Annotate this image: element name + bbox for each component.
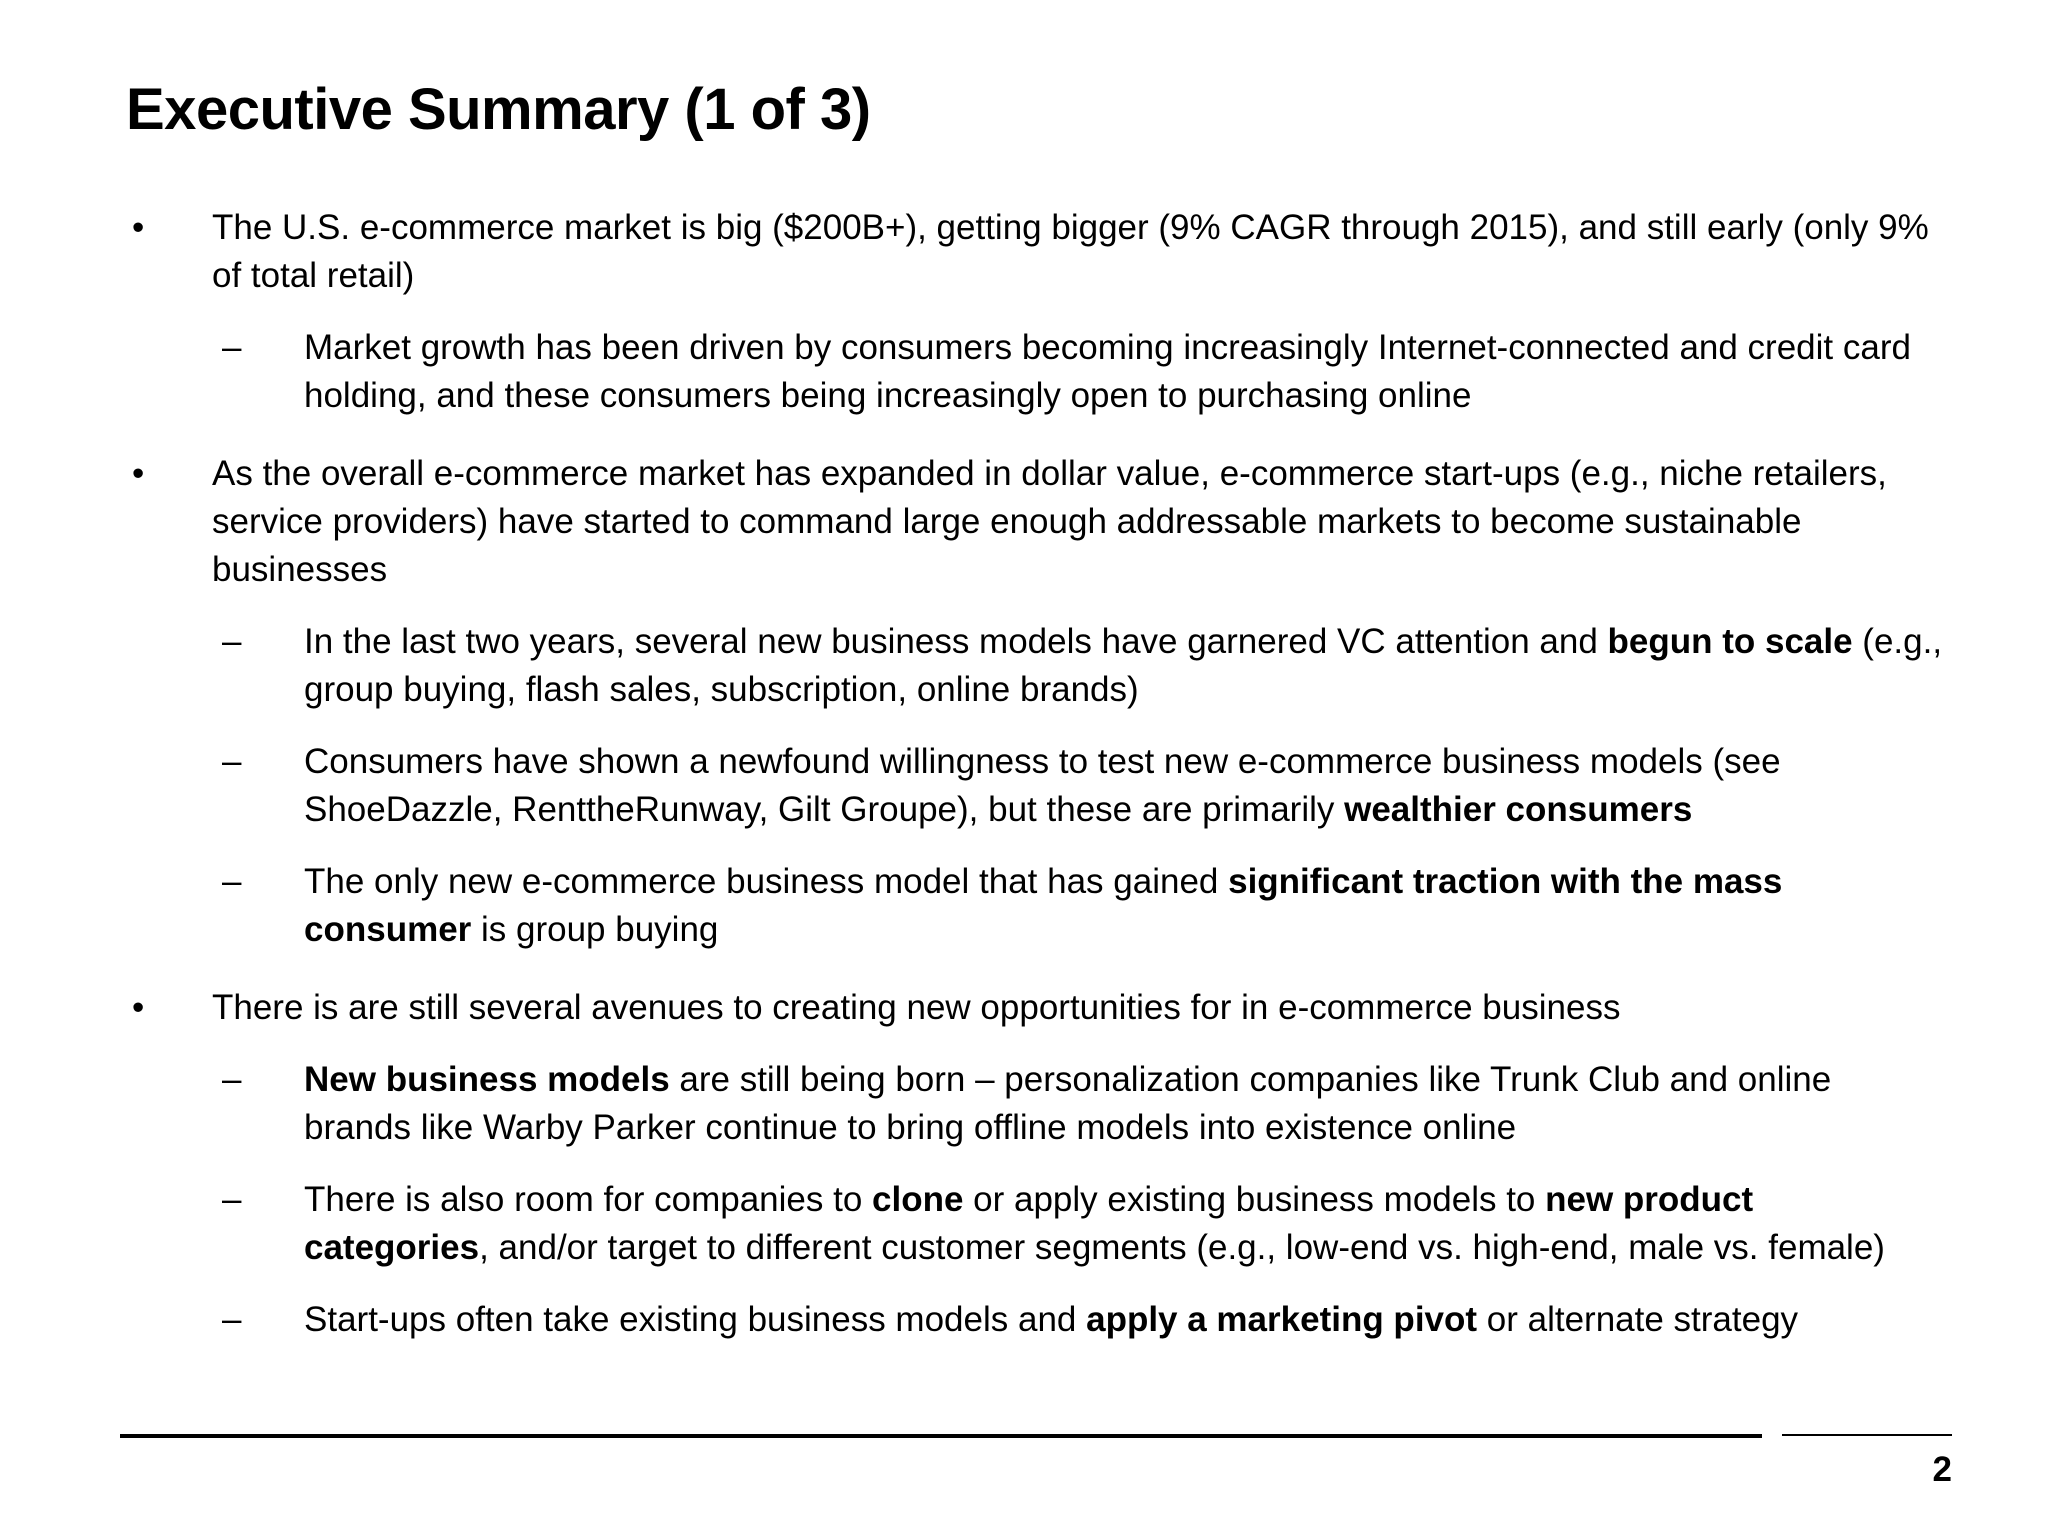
page-number: 2 <box>1932 1450 1952 1489</box>
dash-marker: – <box>222 862 242 901</box>
sub-bullet-business-models <box>126 1056 1946 1152</box>
sub-bullet-marketing-pivot <box>126 1296 1946 1344</box>
footer-rule-short <box>1782 1434 1952 1436</box>
bullet-marker: • <box>132 208 145 247</box>
bullet-opportunities <box>126 984 1946 1032</box>
sub-bullet-new-models <box>126 618 1946 714</box>
sub-bullet-text: There is also room for companies to clone or apply existing business models to new product categories, and/or target to different customer segments (e.g., low-end vs. high-end, male vs. female) <box>304 1180 1885 1267</box>
bullet-text: The U.S. e-commerce market is big ($200B+), getting bigger (9% CAGR through 2015), and still early (only 9% of total retail) <box>212 208 1929 295</box>
slide-title: Executive Summary (1 of 3) <box>126 77 871 142</box>
dash-marker: – <box>222 328 242 367</box>
bullet-marker: • <box>132 988 145 1027</box>
bullet-text: As the overall e-commerce market has expanded in dollar value, e-commerce start-ups (e.g., niche retailers, service providers) have started to command large enough addressable markets to become sustainable businesses <box>212 454 1887 589</box>
dash-marker: – <box>222 1060 242 1099</box>
bullet-market-size <box>126 204 1946 300</box>
dash-marker: – <box>222 622 242 661</box>
dash-marker: – <box>222 1300 242 1339</box>
sub-bullet-text: Market growth has been driven by consumers becoming increasingly Internet-connected and credit card holding, and these consumers being increasingly open to purchasing online <box>304 328 1911 415</box>
sub-bullet-text: New business models are still being born – personalization companies like Trunk Club and online brands like Warby Parker continue to bring offline models into existence online <box>304 1060 1832 1147</box>
sub-bullet-text: The only new e-commerce business model that has gained significant traction with the mass consumer is group buying <box>304 862 1783 949</box>
footer-rule <box>120 1434 1762 1438</box>
bullet-startups <box>126 450 1946 594</box>
bullet-text: There is are still several avenues to creating new opportunities for in e-commerce business <box>212 988 1621 1027</box>
dash-marker: – <box>222 742 242 781</box>
sub-bullet-consumers <box>126 738 1946 834</box>
sub-bullet-group-buying <box>126 858 1946 954</box>
dash-marker: – <box>222 1180 242 1219</box>
bullet-marker: • <box>132 454 145 493</box>
sub-bullet-text: Start-ups often take existing business models and apply a marketing pivot or alternate strategy <box>304 1300 1799 1339</box>
sub-bullet-clone <box>126 1176 1946 1272</box>
sub-bullet-market-growth <box>126 324 1946 420</box>
summary-content <box>126 204 1946 1368</box>
sub-bullet-text: In the last two years, several new business models have garnered VC attention and begun to scale (e.g., group buying, flash sales, subscription, online brands) <box>304 622 1943 709</box>
sub-bullet-text: Consumers have shown a newfound willingness to test new e-commerce business models (see ShoeDazzle, RenttheRunway, Gilt Groupe), but these are primarily wealthier consumers <box>304 742 1781 829</box>
